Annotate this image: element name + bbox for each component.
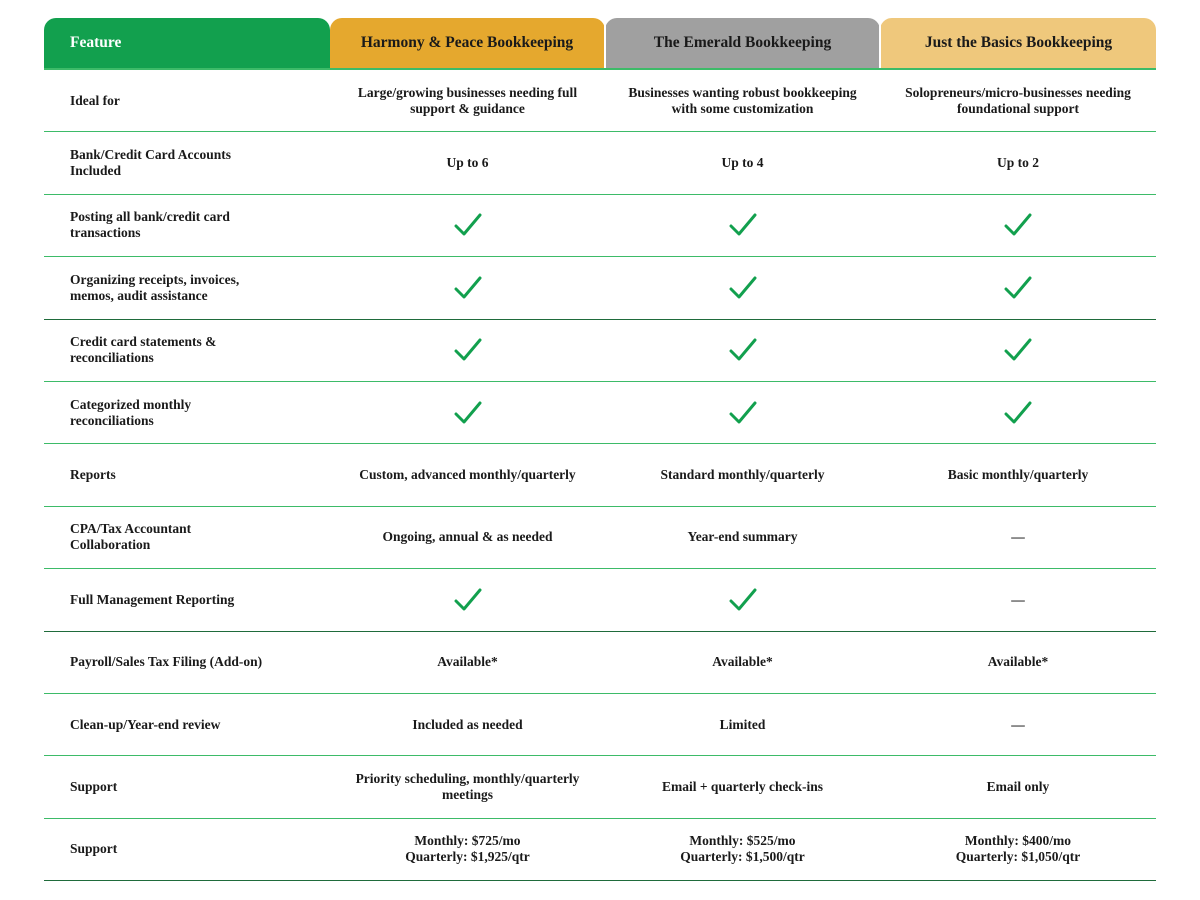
check-icon xyxy=(1004,212,1032,238)
plan-cell xyxy=(330,569,605,631)
table-row xyxy=(44,693,1156,755)
plan-cell xyxy=(605,506,880,568)
plan-cell xyxy=(880,569,1156,631)
feature-label: Organizing receipts, invoices, memos, audit assistance xyxy=(70,271,240,303)
plan-cell xyxy=(605,569,880,631)
plan-cell xyxy=(330,693,605,755)
plan-cell xyxy=(880,693,1156,755)
table-row xyxy=(44,818,1156,880)
check-icon xyxy=(454,400,482,426)
price-line: Quarterly: $1,050/qtr xyxy=(955,849,1081,865)
cell-text: Custom, advanced monthly/quarterly xyxy=(359,467,576,483)
plan-cell xyxy=(330,381,605,443)
check-icon xyxy=(1004,400,1032,426)
feature-cell xyxy=(44,69,330,132)
plan-cell xyxy=(330,194,605,256)
plan-cell xyxy=(605,132,880,194)
header-plan-harmony: Harmony & Peace Bookkeeping xyxy=(330,18,605,69)
feature-label: CPA/Tax Accountant Collaboration xyxy=(70,521,192,553)
cell-text: Available* xyxy=(987,654,1049,670)
check-icon xyxy=(454,212,482,238)
table-row xyxy=(44,194,1156,256)
plan-cell xyxy=(605,818,880,880)
price-text xyxy=(680,833,804,865)
plan-cell xyxy=(880,381,1156,443)
plan-cell xyxy=(605,69,880,132)
feature-cell xyxy=(44,132,330,194)
feature-label: Support xyxy=(70,778,118,794)
plan-cell xyxy=(880,257,1156,319)
comparison-table xyxy=(44,18,1156,881)
table-row xyxy=(44,506,1156,568)
feature-label: Reports xyxy=(70,467,116,483)
check-icon xyxy=(729,337,757,363)
table-row xyxy=(44,381,1156,443)
plan-cell xyxy=(330,444,605,506)
header-plan-basics: Just the Basics Bookkeeping xyxy=(880,18,1156,69)
cell-text: Large/growing businesses needing full support & guidance xyxy=(357,84,578,116)
check-icon xyxy=(454,275,482,301)
plan-cell xyxy=(605,756,880,818)
feature-cell xyxy=(44,319,330,381)
check-icon xyxy=(454,587,482,613)
check-icon xyxy=(729,400,757,426)
price-line: Monthly: $725/mo xyxy=(414,833,521,849)
table-row xyxy=(44,444,1156,506)
header-row xyxy=(44,18,1156,69)
check-icon xyxy=(1004,275,1032,301)
plan-cell xyxy=(605,319,880,381)
cell-text: Up to 2 xyxy=(996,155,1039,171)
plan-cell xyxy=(605,194,880,256)
cell-text: Included as needed xyxy=(412,716,523,732)
plan-cell xyxy=(880,818,1156,880)
dash-not-included: — xyxy=(1011,716,1025,732)
plan-cell xyxy=(605,381,880,443)
plan-cell xyxy=(330,132,605,194)
feature-cell xyxy=(44,818,330,880)
feature-label: Credit card statements & reconciliations xyxy=(70,334,217,366)
check-icon xyxy=(729,275,757,301)
table-row xyxy=(44,257,1156,319)
feature-cell xyxy=(44,257,330,319)
table-row xyxy=(44,69,1156,132)
check-icon xyxy=(729,587,757,613)
price-line: Monthly: $400/mo xyxy=(964,833,1072,849)
feature-cell xyxy=(44,194,330,256)
feature-label: Posting all bank/credit card transactions xyxy=(70,209,230,241)
feature-cell xyxy=(44,756,330,818)
plan-cell xyxy=(330,818,605,880)
check-icon xyxy=(454,337,482,363)
plan-cell xyxy=(880,631,1156,693)
table-row xyxy=(44,319,1156,381)
plan-cell xyxy=(330,319,605,381)
price-line: Quarterly: $1,500/qtr xyxy=(680,849,805,865)
plan-cell xyxy=(330,631,605,693)
plan-cell xyxy=(880,319,1156,381)
cell-text: Limited xyxy=(719,716,766,732)
feature-label: Ideal for xyxy=(70,92,120,108)
dash-not-included: — xyxy=(1011,591,1025,607)
dash-not-included: — xyxy=(1011,529,1025,545)
plan-cell xyxy=(880,756,1156,818)
table-row xyxy=(44,132,1156,194)
table-row xyxy=(44,756,1156,818)
plan-cell xyxy=(880,194,1156,256)
feature-cell xyxy=(44,381,330,443)
cell-text: Available* xyxy=(437,654,498,670)
feature-label: Bank/Credit Card Accounts Included xyxy=(70,147,232,179)
cell-text: Businesses wanting robust bookkeeping with some customization xyxy=(628,84,857,116)
plan-cell xyxy=(880,69,1156,132)
feature-label: Full Management Reporting xyxy=(70,591,235,607)
header-feature: Feature xyxy=(44,18,330,69)
plan-cell xyxy=(330,756,605,818)
cell-text: Basic monthly/quarterly xyxy=(947,467,1089,483)
cell-text: Up to 4 xyxy=(721,155,764,171)
plan-cell xyxy=(605,444,880,506)
plan-cell xyxy=(330,69,605,132)
cell-text: Up to 6 xyxy=(446,155,489,171)
check-icon xyxy=(729,212,757,238)
cell-text: Solopreneurs/micro-businesses needing foundational support xyxy=(905,84,1131,116)
cell-text: Ongoing, annual & as needed xyxy=(382,529,553,545)
cell-text: Standard monthly/quarterly xyxy=(660,467,825,483)
plan-cell xyxy=(880,132,1156,194)
plan-cell xyxy=(605,257,880,319)
price-text xyxy=(956,833,1080,865)
price-line: Monthly: $525/mo xyxy=(689,833,796,849)
feature-label: Categorized monthly reconciliations xyxy=(70,396,192,428)
header-plan-emerald: The Emerald Bookkeeping xyxy=(605,18,880,69)
feature-label: Clean-up/Year-end review xyxy=(70,716,221,732)
feature-cell xyxy=(44,569,330,631)
feature-cell xyxy=(44,506,330,568)
plan-cell xyxy=(605,631,880,693)
cell-text: Year-end summary xyxy=(687,529,798,545)
plan-cell xyxy=(330,506,605,568)
plan-cell xyxy=(605,693,880,755)
check-icon xyxy=(1004,337,1032,363)
cell-text: Available* xyxy=(712,654,773,670)
feature-cell xyxy=(44,444,330,506)
price-line: Quarterly: $1,925/qtr xyxy=(405,849,530,865)
table-row xyxy=(44,631,1156,693)
feature-cell xyxy=(44,631,330,693)
plan-cell xyxy=(880,506,1156,568)
cell-text: Email only xyxy=(986,778,1050,794)
cell-text: Email + quarterly check-ins xyxy=(661,778,824,794)
price-text xyxy=(405,833,529,865)
feature-label: Support xyxy=(70,841,118,857)
table-row xyxy=(44,569,1156,631)
feature-label: Payroll/Sales Tax Filing (Add-on) xyxy=(70,654,263,670)
cell-text: Priority scheduling, monthly/quarterly meetings xyxy=(355,770,580,802)
feature-cell xyxy=(44,693,330,755)
plan-cell xyxy=(330,257,605,319)
plan-cell xyxy=(880,444,1156,506)
